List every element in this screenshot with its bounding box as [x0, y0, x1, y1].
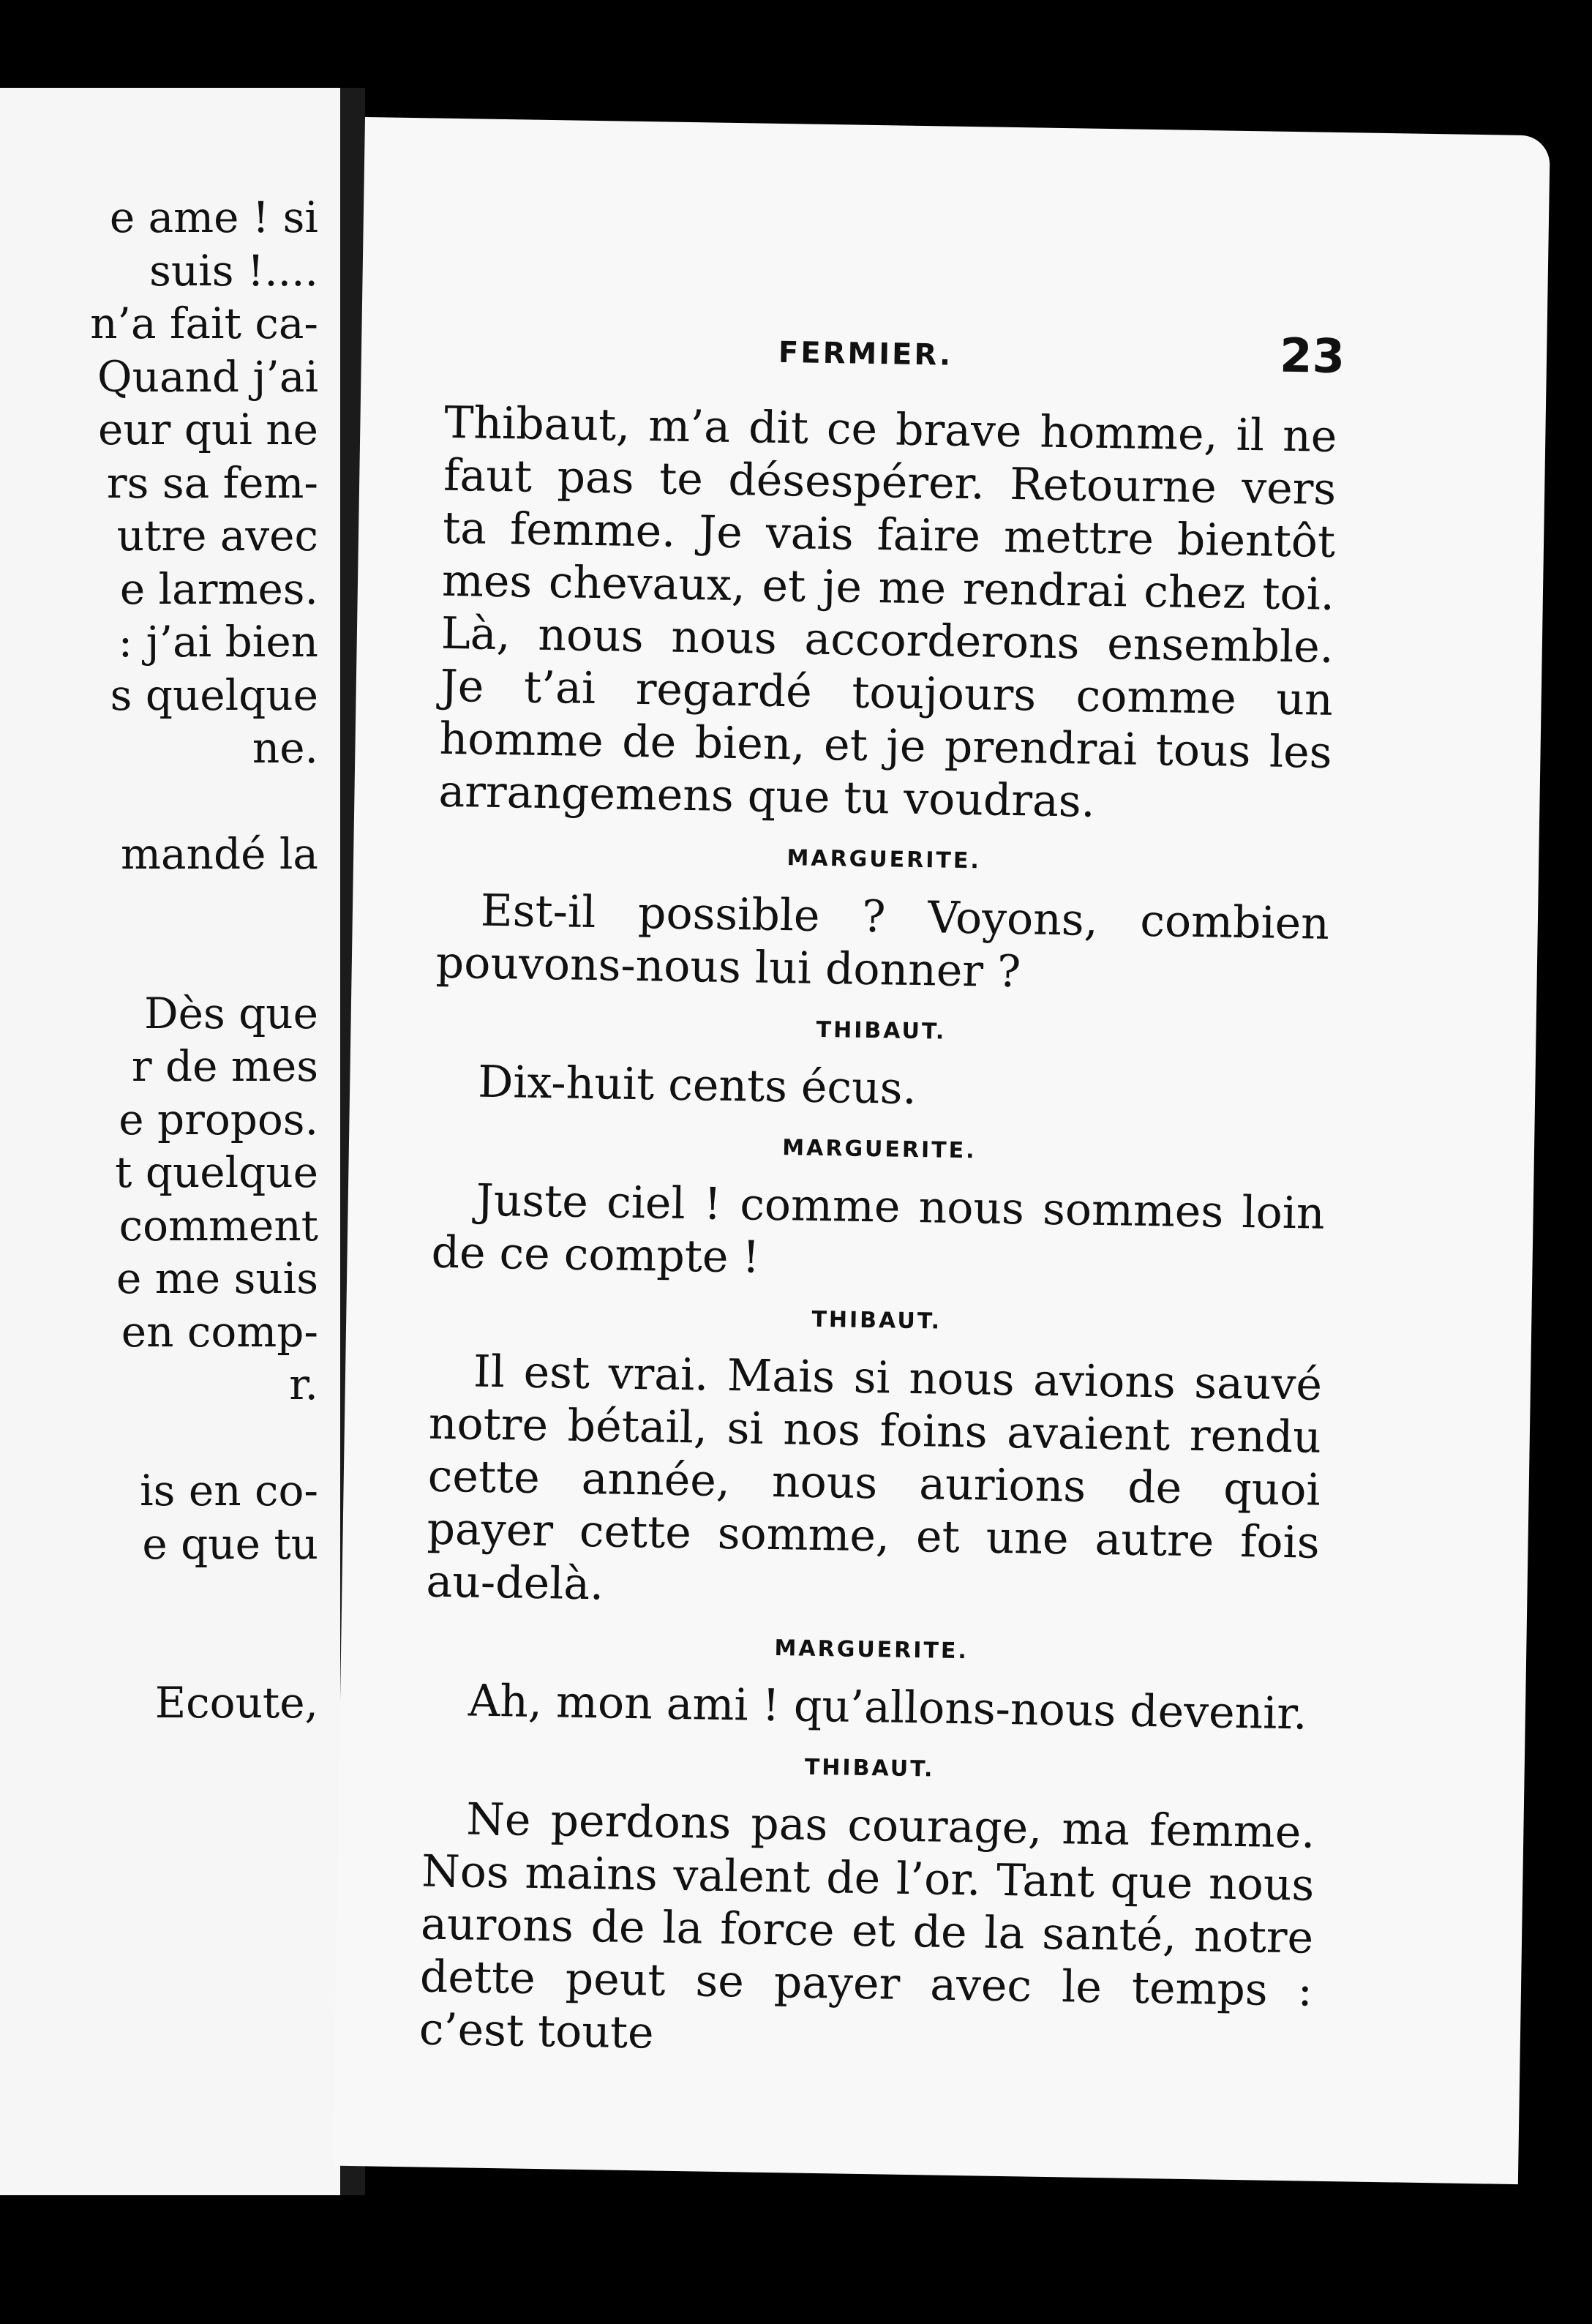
left-page-line: Dès que: [144, 988, 318, 1038]
left-page-line: e propos.: [119, 1094, 318, 1144]
left-page-line: e larmes.: [119, 563, 318, 614]
left-page-line: Ecoute,: [154, 1678, 318, 1728]
left-page-line: r de mes: [131, 1041, 318, 1091]
left-page-line: rs sa fem-: [106, 457, 318, 508]
dialogue-paragraph: Dix-huit cents écus.: [477, 1056, 917, 1114]
left-page-line: mandé la: [121, 829, 318, 879]
left-page-line: Quand j’ai: [97, 351, 318, 402]
dialogue-paragraph: Est-il possible ? Voyons, combien pouvons-nous lui donner ?: [435, 885, 1330, 998]
left-page-line: e ame ! si: [109, 192, 318, 242]
speaker-name: THIBAUT.: [804, 1754, 935, 1783]
dialogue-paragraph: Ah, mon ami ! qu’allons-nous devenir.: [468, 1675, 1308, 1740]
page-number: 23: [1279, 329, 1345, 385]
left-page-line: e que tu: [142, 1518, 318, 1569]
left-facing-page: [0, 88, 340, 2195]
left-page-line: en comp-: [121, 1306, 318, 1357]
left-page-line: r.: [289, 1360, 318, 1409]
speaker-name: THIBAUT.: [811, 1306, 942, 1335]
left-page-line: is en co-: [140, 1466, 318, 1515]
speaker-name: THIBAUT.: [816, 1016, 947, 1045]
left-page-line: comment: [119, 1200, 318, 1251]
dialogue-paragraph: Il est vrai. Mais si nous avions sauvé notre bétail, si nos foins avaient rendu cette année, nous aurions de quoi payer cette somme, et une autre fois au-delà.: [426, 1346, 1323, 1611]
left-page-line: suis !....: [149, 245, 318, 296]
book-page: [333, 117, 1550, 2184]
dialogue-paragraph: Ne perdons pas courage, ma femme. Nos mains valent de l’or. Tant que nous aurons de la force et de la santé, notre dette peut se payer avec le temps : c’est toute: [418, 1793, 1315, 2059]
page-text-block: [418, 397, 1337, 2070]
left-page-line: ne.: [252, 723, 318, 773]
left-page-line: eur qui ne: [98, 405, 318, 454]
speaker-name: MARGUERITE.: [774, 1635, 969, 1665]
left-page-line: s quelque: [110, 670, 318, 720]
left-page-line: t quelque: [115, 1147, 318, 1197]
dialogue-paragraph: Thibaut, m’a dit ce brave homme, il ne faut pas te désespérer. Retourne vers ta femme. Je vais faire mettre bientôt mes chevaux, et je me rendrai chez toi. Là, nous nous accorderons ensemble. Je t’ai regardé toujours comme un homme de bien, et je prendrai tous les arrangemens que tu voudras.: [438, 397, 1337, 828]
running-title: FERMIER.: [778, 335, 953, 372]
left-page-line: utre avec: [116, 511, 318, 561]
left-page-line: : j’ai bien: [118, 617, 318, 667]
speaker-name: MARGUERITE.: [782, 1135, 977, 1164]
dialogue-paragraph: Juste ciel ! comme nous sommes loin de ce compte !: [431, 1174, 1326, 1283]
left-page-line: n’a fait ca-: [90, 299, 318, 348]
speaker-name: MARGUERITE.: [786, 845, 982, 874]
left-page-line: e me suis: [116, 1253, 318, 1303]
